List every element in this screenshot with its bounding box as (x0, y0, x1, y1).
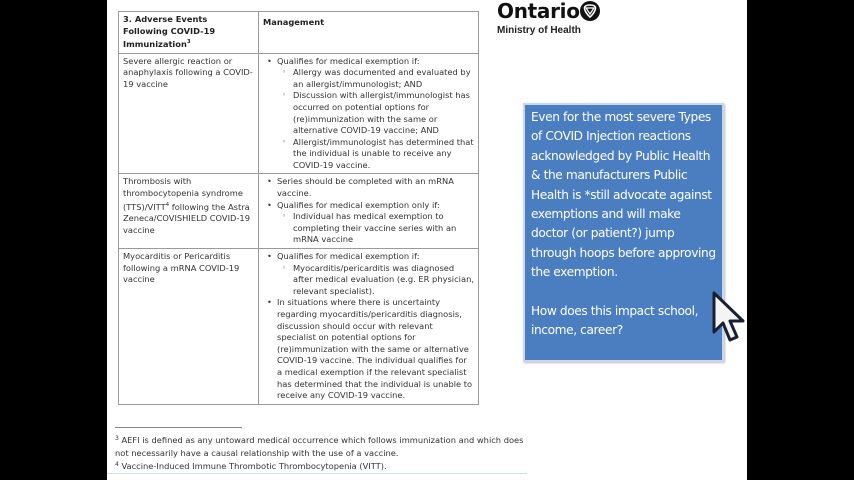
trillium-icon (580, 1, 600, 21)
footnotes (115, 433, 535, 473)
management-cell: • Series should be completed with an mRNA vaccine. • Qualifies for medical exemption only if: ◦ Individual has medical exemption to completing their vaccine series with an mRNA vaccine (259, 174, 479, 249)
header-management: Management (259, 12, 479, 54)
footnote-bottom-rule (107, 473, 527, 474)
event-cell: Myocarditis or Pericarditis following a mRNA COVID-19 vaccine (119, 249, 259, 405)
table-row (119, 174, 479, 249)
callout-paragraph-2: How does this impact school, income, career? (531, 303, 699, 338)
table-header-row (119, 12, 479, 54)
footnote-3: $^3$ AEFI is defined as any untoward medical occurrence which follows immunization and which does not necessarily have a causal relationship with the use of a vaccine. (115, 435, 524, 458)
footnote-4: $^4$ Vaccine-Induced Immune Thrombotic Thrombocytopenia (VITT). (115, 461, 387, 471)
header-adverse-events: 3. Adverse Events Following COVID-19 Immunization$^3$ (119, 12, 259, 54)
adverse-events-table (118, 11, 479, 405)
document-page (107, 0, 747, 480)
ontario-wordmark: Ontario (497, 0, 580, 23)
management-cell: • Qualifies for medical exemption if: ◦ Allergy was documented and evaluated by an allergist/immunologist; AND ◦ Discussion with allergist/immunologist has occurred on potential options for (re)immunization with the same or alternative COVID-19 vaccine; AND ◦ Allergist/immunologist has determined that the individual is unable to receive any COVID-19 vaccine. (259, 53, 479, 174)
event-cell: Thrombosis with thrombocytopenia syndrome (TTS)/VITT$^4$ following the Astra Zeneca/COVISHIELD COVID-19 vaccine (119, 174, 259, 249)
mouse-pointer-icon (711, 290, 747, 346)
callout-paragraph-1: Even for the most severe Types of COVID Injection reactions acknowledged by Public Health & the manufacturers Public Health is *still advocate against exemptions and will make doctor (or patient?) jump through hoops before approving the exemption. (531, 110, 716, 280)
event-cell: Severe allergic reaction or anaphylaxis following a COVID-19 vaccine (119, 53, 259, 174)
management-cell: • Qualifies for medical exemption if: ◦ Myocarditis/pericarditis was diagnosed after medical evaluation (e.g. ER physician, relevant specialist). • In situations where there is uncertainty regarding myocarditis/pericarditis diagnosis, discussion should occur with relevant specialist on potential options for (re)immunization with the same or alternative COVID-19 vaccine. The individual qualifies for a medical exemption if the relevant specialist has determined that the individual is unable to receive any COVID-19 vaccine. (259, 249, 479, 405)
table-row (119, 53, 479, 174)
annotation-callout-box (523, 103, 724, 362)
ministry-name: Ministry of Health (497, 25, 581, 36)
table-row (119, 249, 479, 405)
footnote-divider (115, 427, 242, 428)
